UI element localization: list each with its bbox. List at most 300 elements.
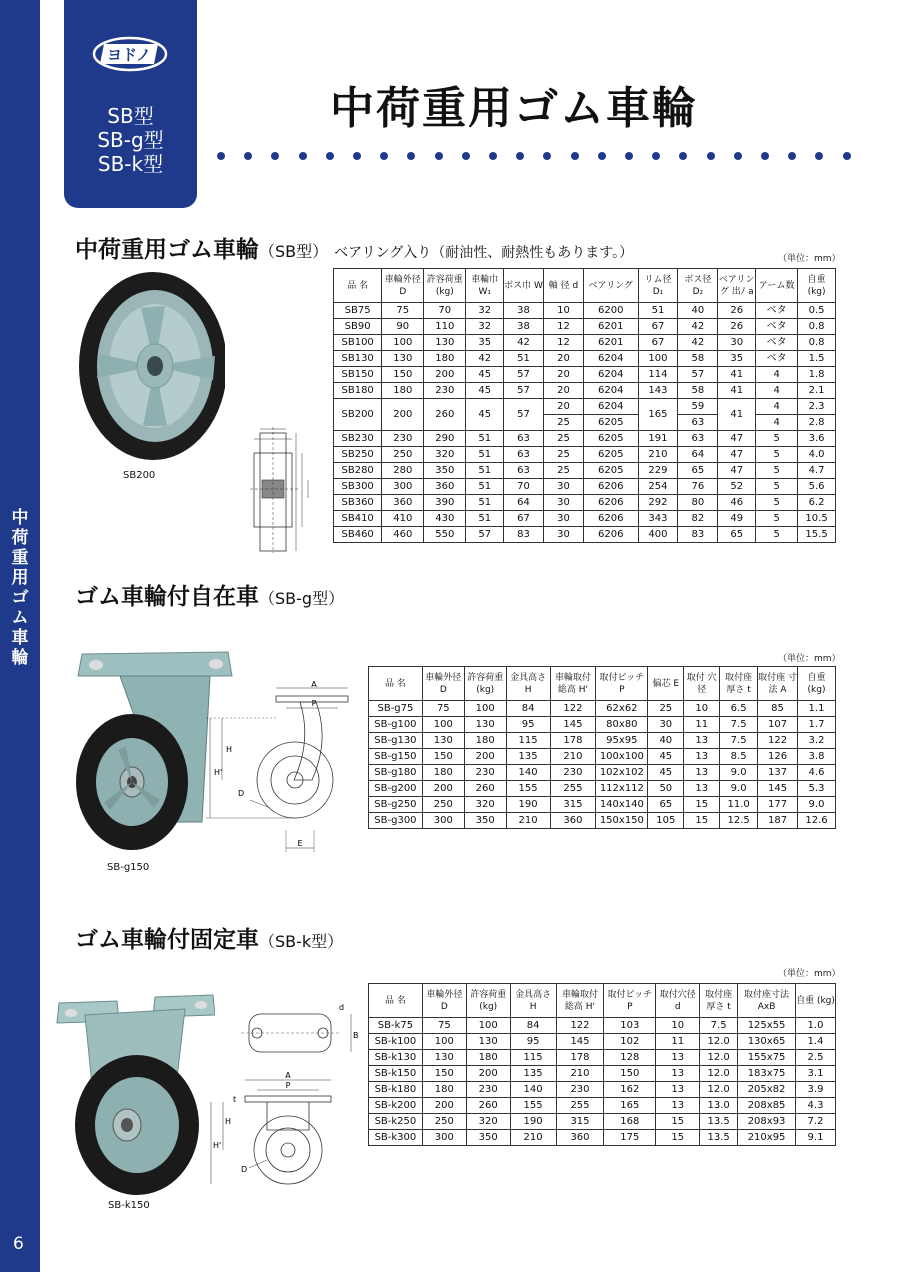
diagram-k-label-p: P <box>285 1081 291 1090</box>
table-cell: 128 <box>604 1050 656 1066</box>
table-cell: 350 <box>424 463 466 479</box>
table-cell: 200 <box>424 367 466 383</box>
table-cell: 12 <box>544 319 584 335</box>
table-cell: 4 <box>756 415 798 431</box>
table-cell: 8.5 <box>720 749 758 765</box>
table-cell-model: SB130 <box>334 351 382 367</box>
table-cell-model: SB-k150 <box>369 1066 423 1082</box>
table-cell: 11.0 <box>720 797 758 813</box>
table-cell: 200 <box>382 399 424 431</box>
table-cell: 2.1 <box>798 383 836 399</box>
table-cell: 7.5 <box>720 733 758 749</box>
table-header-cell: リム径 D₁ <box>638 269 678 303</box>
table-cell: 20 <box>544 367 584 383</box>
table-cell: 165 <box>638 399 678 431</box>
table-cell: 49 <box>718 511 756 527</box>
table-cell: 12.5 <box>720 813 758 829</box>
table-cell: 315 <box>550 797 596 813</box>
table-cell: 100 <box>638 351 678 367</box>
table-cell-model: SB75 <box>334 303 382 319</box>
table-cell-model: SB100 <box>334 335 382 351</box>
sidebar <box>0 0 40 1272</box>
table-cell: 13.5 <box>700 1130 738 1146</box>
table-header-row <box>369 667 836 701</box>
divider-dot <box>326 152 334 160</box>
table-cell: 180 <box>422 1082 466 1098</box>
divider-dot <box>843 152 851 160</box>
table-cell: 6206 <box>583 495 638 511</box>
title-dot-divider <box>217 152 857 160</box>
divider-dot <box>679 152 687 160</box>
table-cell: 100x100 <box>596 749 648 765</box>
table-header-cell: 偏芯 E <box>648 667 684 701</box>
table-cell: 410 <box>382 511 424 527</box>
table-header-cell: 取付ピッチ P <box>596 667 648 701</box>
table-row <box>369 1130 836 1146</box>
table-cell: 208x93 <box>738 1114 796 1130</box>
table-cell: 51 <box>638 303 678 319</box>
table-cell: 6204 <box>583 399 638 415</box>
table-cell: 32 <box>466 303 504 319</box>
sb-wheel-dimension-diagram <box>240 425 320 555</box>
table-cell: 350 <box>464 813 506 829</box>
diagram-g-label-a: A <box>311 680 317 689</box>
divider-dot <box>652 152 660 160</box>
table-cell: 130 <box>382 351 424 367</box>
divider-dot <box>815 152 823 160</box>
table-cell-model: SB280 <box>334 463 382 479</box>
table-cell: 25 <box>544 463 584 479</box>
table-cell: 1.7 <box>797 717 835 733</box>
table-cell: 63 <box>678 431 718 447</box>
table-cell: 0.8 <box>798 335 836 351</box>
table-header-cell: 品 名 <box>369 984 423 1018</box>
table-cell: 5.3 <box>797 781 835 797</box>
table-header-cell: 車輪取付 総高 H' <box>556 984 604 1018</box>
section-k-title <box>75 921 343 954</box>
table-cell: 180 <box>464 733 506 749</box>
table-cell-model: SB-g150 <box>369 749 423 765</box>
table-cell: 4 <box>756 399 798 415</box>
table-cell: 15 <box>656 1130 700 1146</box>
table-cell: 183x75 <box>738 1066 796 1082</box>
section-k-subtitle: （SB-k型） <box>259 932 344 951</box>
table-cell-model: SB-g250 <box>369 797 423 813</box>
table-cell: 51 <box>466 511 504 527</box>
divider-dot <box>761 152 769 160</box>
sbg-caster-dimension-diagram <box>200 680 360 860</box>
table-cell-model: SB460 <box>334 527 382 543</box>
table-cell: 430 <box>424 511 466 527</box>
table-cell: 15.5 <box>798 527 836 543</box>
table-cell: 83 <box>504 527 544 543</box>
table-cell: 100 <box>422 717 464 733</box>
divider-dot <box>380 152 388 160</box>
table-cell-model: SB-k100 <box>369 1034 423 1050</box>
table-cell: 4.7 <box>798 463 836 479</box>
table-cell: 59 <box>678 399 718 415</box>
table-cell: 2.8 <box>798 415 836 431</box>
table-cell: 9.0 <box>720 781 758 797</box>
table-row <box>369 797 836 813</box>
table-header-cell: 金具高さ H <box>510 984 556 1018</box>
table-cell: 230 <box>466 1082 510 1098</box>
table-row <box>369 701 836 717</box>
table-cell: 25 <box>544 415 584 431</box>
table-cell: 110 <box>424 319 466 335</box>
table-cell: 5 <box>756 479 798 495</box>
table-cell: 260 <box>464 781 506 797</box>
type-label-sb: SB型 <box>107 104 154 128</box>
table-row <box>334 303 836 319</box>
table-cell: 190 <box>506 797 550 813</box>
table-cell: 6204 <box>583 367 638 383</box>
table-cell: 180 <box>424 351 466 367</box>
table-cell: 63 <box>504 463 544 479</box>
table-cell: 145 <box>758 781 798 797</box>
table-cell: 300 <box>382 479 424 495</box>
table-cell-model: SB180 <box>334 383 382 399</box>
table-header-cell: 取付座 厚さ t <box>700 984 738 1018</box>
table-cell: 350 <box>466 1130 510 1146</box>
table-row <box>334 527 836 543</box>
section-sb-title <box>75 231 633 264</box>
section-g-heading: ゴム車輪付自在車 <box>75 584 259 610</box>
table-cell: 40 <box>678 303 718 319</box>
table-cell: 3.2 <box>797 733 835 749</box>
table-cell: 13 <box>684 765 720 781</box>
table-cell: ベタ <box>756 303 798 319</box>
table-cell: 42 <box>504 335 544 351</box>
type-label-sbk: SB-k型 <box>97 152 164 176</box>
table-cell: 320 <box>464 797 506 813</box>
table-cell: 65 <box>678 463 718 479</box>
table-cell: 6.2 <box>798 495 836 511</box>
table-cell: 205x82 <box>738 1082 796 1098</box>
table-cell: 25 <box>544 431 584 447</box>
divider-dot <box>462 152 470 160</box>
table-cell: 130 <box>424 335 466 351</box>
table-row <box>369 749 836 765</box>
table-cell: 190 <box>510 1114 556 1130</box>
table-cell: 35 <box>718 351 756 367</box>
table-header-cell: 品 名 <box>369 667 423 701</box>
table-cell: 180 <box>466 1050 510 1066</box>
divider-dot <box>598 152 606 160</box>
table-row <box>369 1082 836 1098</box>
table-cell: 51 <box>466 463 504 479</box>
table-cell: 75 <box>422 1018 466 1034</box>
table-header-cell: 許容荷重 (kg) <box>464 667 506 701</box>
table-header-cell: 車輪外径 D <box>422 667 464 701</box>
divider-dot <box>353 152 361 160</box>
table-cell: 6205 <box>583 463 638 479</box>
table-cell: 75 <box>422 701 464 717</box>
table-cell: 12.0 <box>700 1034 738 1050</box>
table-cell: 168 <box>604 1114 656 1130</box>
table-header-cell: 車輪外径 D <box>422 984 466 1018</box>
table-cell: 12.6 <box>797 813 835 829</box>
table-cell-model: SB90 <box>334 319 382 335</box>
section-sb-unit: （単位：mm） <box>778 254 841 264</box>
diagram-g-label-e: E <box>297 839 303 848</box>
table-cell: 1.5 <box>798 351 836 367</box>
divider-dot <box>788 152 796 160</box>
diagram-k-label-h: H <box>225 1117 232 1126</box>
table-cell: 57 <box>678 367 718 383</box>
table-cell: 13 <box>656 1050 700 1066</box>
table-cell: 13.5 <box>700 1114 738 1130</box>
section-g-title <box>75 578 344 611</box>
table-header-cell: 軸 径 d <box>544 269 584 303</box>
section-sb-spec-table <box>333 268 836 543</box>
sidebar-vertical-text: 中荷重用ゴム車輪 <box>11 508 29 668</box>
table-cell: 38 <box>504 303 544 319</box>
divider-dot <box>516 152 524 160</box>
table-cell: 84 <box>510 1018 556 1034</box>
table-cell: 57 <box>466 527 504 543</box>
table-row <box>334 319 836 335</box>
table-cell: 32 <box>466 319 504 335</box>
table-cell: 155x75 <box>738 1050 796 1066</box>
table-cell: 30 <box>648 717 684 733</box>
section-sb-subtitle: （SB型） <box>259 242 329 261</box>
table-header-cell: ベアリング <box>583 269 638 303</box>
model-types <box>64 104 197 176</box>
table-cell-model: SB230 <box>334 431 382 447</box>
table-cell: 63 <box>678 415 718 431</box>
table-cell: 178 <box>550 733 596 749</box>
table-cell: 343 <box>638 511 678 527</box>
table-cell: 30 <box>544 511 584 527</box>
table-cell: 7.5 <box>700 1018 738 1034</box>
table-cell: 103 <box>604 1018 656 1034</box>
table-cell: 135 <box>506 749 550 765</box>
table-cell-model: SB-k300 <box>369 1130 423 1146</box>
page-title: 中荷重用ゴム車輪 <box>330 83 698 134</box>
table-cell: 200 <box>464 749 506 765</box>
table-row <box>369 1114 836 1130</box>
table-cell: 5 <box>756 511 798 527</box>
table-cell: 2.5 <box>796 1050 836 1066</box>
table-cell: 41 <box>718 399 756 431</box>
table-cell: 135 <box>510 1066 556 1082</box>
table-cell: 38 <box>504 319 544 335</box>
table-cell: 47 <box>718 447 756 463</box>
table-cell: 5 <box>756 495 798 511</box>
table-header-row <box>369 984 836 1018</box>
table-header-cell: 許容荷重 (kg) <box>466 984 510 1018</box>
diagram-g-label-h2: H' <box>214 768 223 777</box>
table-cell: 9.0 <box>720 765 758 781</box>
table-cell: 51 <box>466 495 504 511</box>
table-cell: 6205 <box>583 415 638 431</box>
divider-dot <box>489 152 497 160</box>
table-cell: 45 <box>466 367 504 383</box>
table-row <box>334 351 836 367</box>
table-header-cell: 取付座寸法 AxB <box>738 984 796 1018</box>
table-cell: 255 <box>556 1098 604 1114</box>
table-cell: 51 <box>466 447 504 463</box>
table-cell: 57 <box>504 399 544 431</box>
table-cell: 137 <box>758 765 798 781</box>
table-cell: 300 <box>422 813 464 829</box>
table-row <box>334 335 836 351</box>
table-cell: 550 <box>424 527 466 543</box>
table-cell: 82 <box>678 511 718 527</box>
table-cell: 6206 <box>583 479 638 495</box>
table-cell: 10.5 <box>798 511 836 527</box>
table-cell: 130 <box>464 717 506 733</box>
table-cell: 6204 <box>583 351 638 367</box>
table-cell: 150 <box>604 1066 656 1082</box>
divider-dot <box>244 152 252 160</box>
table-header-cell: 取付ピッチ P <box>604 984 656 1018</box>
table-cell: 42 <box>466 351 504 367</box>
table-cell: 5 <box>756 431 798 447</box>
table-cell: 41 <box>718 383 756 399</box>
table-cell: 65 <box>648 797 684 813</box>
table-cell: 175 <box>604 1130 656 1146</box>
table-header-cell: 自重 (kg) <box>796 984 836 1018</box>
table-cell: 67 <box>638 319 678 335</box>
table-cell: 315 <box>556 1114 604 1130</box>
table-cell: 67 <box>504 511 544 527</box>
table-cell: 360 <box>550 813 596 829</box>
section-k-photo-caption: SB-k150 <box>108 1200 150 1211</box>
table-cell-model: SB-k250 <box>369 1114 423 1130</box>
diagram-k-label-d: D <box>241 1165 248 1174</box>
table-cell: 30 <box>544 479 584 495</box>
table-cell: 460 <box>382 527 424 543</box>
table-cell: 229 <box>638 463 678 479</box>
table-cell: 46 <box>718 495 756 511</box>
table-cell: 15 <box>656 1114 700 1130</box>
table-cell-model: SB300 <box>334 479 382 495</box>
table-cell: 42 <box>678 319 718 335</box>
table-cell: 230 <box>550 765 596 781</box>
table-cell-model: SB-k75 <box>369 1018 423 1034</box>
table-row <box>369 765 836 781</box>
table-cell: 187 <box>758 813 798 829</box>
table-cell: 57 <box>504 367 544 383</box>
table-cell: 63 <box>504 447 544 463</box>
table-header-cell: 取付 穴径 <box>684 667 720 701</box>
table-cell: 7.5 <box>720 717 758 733</box>
table-row <box>369 781 836 797</box>
table-cell: 210x95 <box>738 1130 796 1146</box>
table-cell: ベタ <box>756 319 798 335</box>
table-cell: 255 <box>550 781 596 797</box>
table-cell: 47 <box>718 431 756 447</box>
table-cell: 6201 <box>583 319 638 335</box>
table-cell: 67 <box>638 335 678 351</box>
table-cell: 360 <box>424 479 466 495</box>
table-header-cell: 許容荷重 (kg) <box>424 269 466 303</box>
table-cell: 5 <box>756 463 798 479</box>
table-cell-model: SB-g100 <box>369 717 423 733</box>
table-cell: 320 <box>424 447 466 463</box>
table-cell: 6205 <box>583 431 638 447</box>
table-cell: 20 <box>544 383 584 399</box>
table-cell: 100 <box>464 701 506 717</box>
table-header-cell: ベアリング 出ﾉ a <box>718 269 756 303</box>
table-cell: 12 <box>544 335 584 351</box>
table-cell: 400 <box>638 527 678 543</box>
table-cell: 15 <box>684 797 720 813</box>
table-row <box>369 1098 836 1114</box>
table-cell-model: SB-g200 <box>369 781 423 797</box>
table-row <box>334 447 836 463</box>
brand-logo <box>92 36 168 72</box>
table-cell: 10 <box>656 1018 700 1034</box>
table-cell: 115 <box>510 1050 556 1066</box>
table-cell: 122 <box>758 733 798 749</box>
type-label-sbg: SB-g型 <box>97 128 164 152</box>
table-cell: 10 <box>544 303 584 319</box>
table-cell: 210 <box>556 1066 604 1082</box>
table-cell: 200 <box>422 781 464 797</box>
table-cell: 230 <box>464 765 506 781</box>
table-cell: 25 <box>648 701 684 717</box>
table-row <box>369 813 836 829</box>
table-cell: 5.6 <box>798 479 836 495</box>
table-row <box>334 367 836 383</box>
table-cell: 3.9 <box>796 1082 836 1098</box>
diagram-g-label-p: P <box>311 699 317 708</box>
table-cell: 100 <box>382 335 424 351</box>
table-cell: 6204 <box>583 383 638 399</box>
table-header-cell: ボス径 D₂ <box>678 269 718 303</box>
table-cell: 360 <box>556 1130 604 1146</box>
table-row <box>334 463 836 479</box>
table-cell: 51 <box>466 431 504 447</box>
table-cell-model: SB-g75 <box>369 701 423 717</box>
table-cell: 2.3 <box>798 399 836 415</box>
table-cell: 13 <box>684 781 720 797</box>
table-cell: 84 <box>506 701 550 717</box>
table-cell: 115 <box>506 733 550 749</box>
table-cell: 100 <box>422 1034 466 1050</box>
section-sb-heading: 中荷重用ゴム車輪 <box>75 237 259 263</box>
table-cell: 140x140 <box>596 797 648 813</box>
diagram-k-label-h2: H' <box>213 1141 222 1150</box>
table-cell: 4.6 <box>797 765 835 781</box>
table-cell: 0.5 <box>798 303 836 319</box>
table-cell: 145 <box>556 1034 604 1050</box>
divider-dot <box>571 152 579 160</box>
table-cell: 6206 <box>583 511 638 527</box>
table-cell: 83 <box>678 527 718 543</box>
table-row <box>334 399 836 415</box>
section-sb-description: ベアリング入り（耐油性、耐熱性もあります。） <box>334 245 634 261</box>
table-cell: 63 <box>504 431 544 447</box>
table-cell-model: SB-g180 <box>369 765 423 781</box>
table-cell: 114 <box>638 367 678 383</box>
table-cell: 210 <box>550 749 596 765</box>
diagram-k-label-b: B <box>353 1031 359 1040</box>
table-cell: 3.6 <box>798 431 836 447</box>
table-cell: 112x112 <box>596 781 648 797</box>
table-cell: 143 <box>638 383 678 399</box>
table-cell: 30 <box>544 527 584 543</box>
table-row <box>369 1018 836 1034</box>
divider-dot <box>407 152 415 160</box>
table-cell-model: SB250 <box>334 447 382 463</box>
divider-dot <box>217 152 225 160</box>
table-row <box>369 717 836 733</box>
table-cell: 155 <box>510 1098 556 1114</box>
